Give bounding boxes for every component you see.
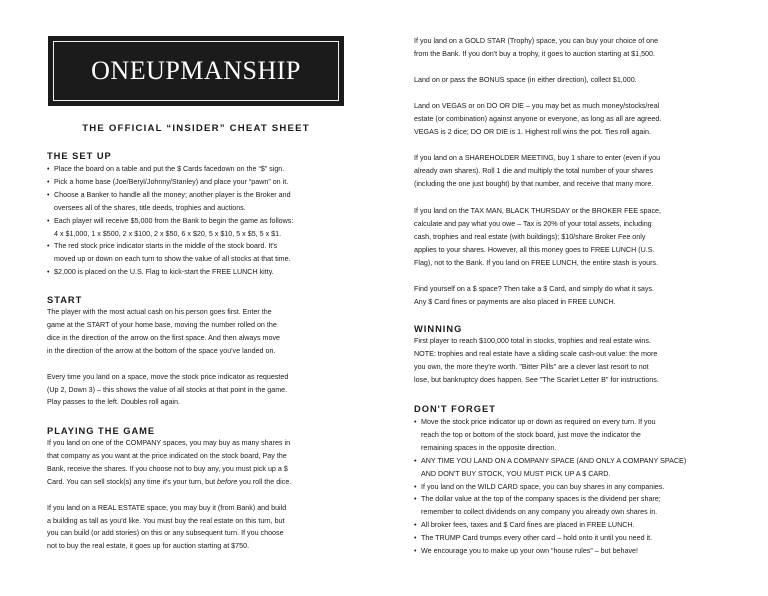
setup-list	[47, 163, 293, 279]
playing-paragraph: If you land on one of the COMPANY spaces, you may buy as many shares in that company as you want at the price indicated on the stock board, Pay the Bank, receive the shares. If you choose not to buy any, you must pick up a $ Card. You can sell stock(s) any time it's your turn, but before you roll the dice.	[47, 439, 292, 486]
setup-item: • Each player will receive $5,000 from the Bank to begin the game as follows: 4 x $1,000, 1 x $500, 2 x $100, 2 x $50, 6 x $20, 5 x $10, 5 x $5, 5 x $1.	[47, 215, 293, 241]
winning-heading: WINNING	[414, 324, 463, 334]
shareholder-rule: If you land on a SHAREHOLDER MEETING, buy 1 share to enter (even if you already own shares). Roll 1 die and multiply the total number of your shares (including the one just bought) by that number, and receive that many more.	[414, 154, 661, 188]
tax-man-rule: If you land on the TAX MAN, BLACK THURSDAY or the BROKER FEE space, calculate and pay what you owe – Tax is 20% of your total assets, including cash, trophies and real estate (with buildings); $10/share Broker Fee only applies to your shares. However, all this money goes to FREE LUNCH (U.S. Flag), not to the Bank. If you land on FREE LUNCH, the entire stash is yours.	[414, 207, 661, 267]
vegas-rule: Land on VEGAS or on DO OR DIE – you may bet as much money/stocks/real estate (or combination) against anyone or everyone, as long as all are agreed. VEGAS is 2 dice; DO OR DIE is 1. Highest roll wins the pot. Ties roll again.	[414, 102, 662, 136]
start-paragraph: The player with the most actual cash on his person goes first. Enter the game at the START of your home base, moving the number rolled on the dice in the direction of the arrow on the first space. And then always move in the direction of the arrow at the bottom of the space you've landed on.	[47, 308, 280, 355]
dollar-space-rule: Find yourself on a $ space? Then take a $ Card, and simply do what it says. Any $ Card fines or payments are also placed in FREE LUNCH.	[414, 285, 655, 306]
dont-forget-item: • The dollar value at the top of the company spaces is the dividend per share; remember to collect dividends on any company you already own shares in.	[414, 493, 686, 519]
start-section	[47, 294, 288, 409]
playing-heading: PLAYING THE GAME	[47, 426, 156, 436]
winning-section	[414, 323, 659, 387]
dont-forget-item: • Move the stock price indicator up or down as required on every turn. If you reach the top or bottom of the stock board, just move the indicator the remaining spaces in the opposite direction.	[414, 416, 686, 455]
dont-forget-item: • If you land on the WILD CARD space, you can buy shares in any companies.	[414, 481, 686, 494]
setup-item: • $2,000 is placed on the U.S. Flag to kick-start the FREE LUNCH kitty.	[47, 266, 293, 279]
dont-forget-item: • All broker fees, taxes and $ Card fines are placed in FREE LUNCH.	[414, 519, 686, 532]
playing-section	[47, 425, 291, 553]
dont-forget-list	[414, 416, 686, 558]
setup-item: • Pick a home base (Joe/Beryl/Johnny/Stanley) and place your “pawn” on it.	[47, 176, 293, 189]
setup-item: • Choose a Banker to handle all the money; another player is the Broker and oversees all of the shares, title deeds, trophies and auctions.	[47, 189, 293, 215]
setup-item: • The red stock price indicator starts in the middle of the stock board. It's moved up or down on each turn to show the value of all stocks at that time.	[47, 240, 293, 266]
start-heading: START	[47, 295, 83, 305]
playing-paragraph: If you land on a REAL ESTATE space, you may buy it (from Bank) and build a building as tall as you'd like. You must buy the real estate on this turn, but you can build (or add stories) on this or any subsequent turn. If you choose not to buy the real estate, it goes up for auction starting at $750.	[47, 503, 287, 551]
gold-star-rule: If you land on a GOLD STAR (Trophy) space, you can buy your choice of one from the Bank. If you don't buy a trophy, it goes to auction starting at $1,500.	[414, 37, 659, 58]
logo	[48, 36, 344, 106]
dont-forget-item: • We encourage you to make up your own “house rules” – but behave!	[414, 545, 686, 558]
winning-paragraph: First player to reach $100,000 total in stocks, trophies and real estate wins. NOTE: trophies and real estate have a sliding scale cash-out value: the more you own, the more they're worth. "Bitter Pills" are a clever last resort to not lose, but bankruptcy does happen. See "The Scarlet Letter B" for instructions.	[414, 337, 659, 384]
dont-forget-section	[414, 403, 686, 558]
bonus-rule: Land on or pass the BONUS space (in either direction), collect $1,000.	[414, 76, 637, 84]
dont-forget-heading: DON'T FORGET	[414, 404, 496, 414]
setup-section	[47, 150, 293, 279]
setup-heading: THE SET UP	[47, 151, 112, 161]
logo-text: ONEUPMANSHIP	[91, 56, 301, 85]
setup-item: • Place the board on a table and put the $ Cards facedown on the “$” sign.	[47, 163, 293, 176]
dont-forget-item: • ANY TIME YOU LAND ON A COMPANY SPACE (AND ONLY A COMPANY SPACE) AND DON'T BUY STOCK, YOU MUST PICK UP A $ CARD.	[414, 455, 686, 481]
start-paragraph: Every time you land on a space, move the stock price indicator as requested (Up 2, Down 3) – this shows the value of all stocks at that point in the game. Play passes to the left. Doubles roll again.	[47, 372, 289, 407]
dont-forget-item: • The TRUMP Card trumps every other card – hold onto it until you need it.	[414, 532, 686, 545]
logo-frame	[53, 41, 339, 101]
page-subtitle: THE OFFICIAL “INSIDER” CHEAT SHEET	[82, 123, 310, 134]
